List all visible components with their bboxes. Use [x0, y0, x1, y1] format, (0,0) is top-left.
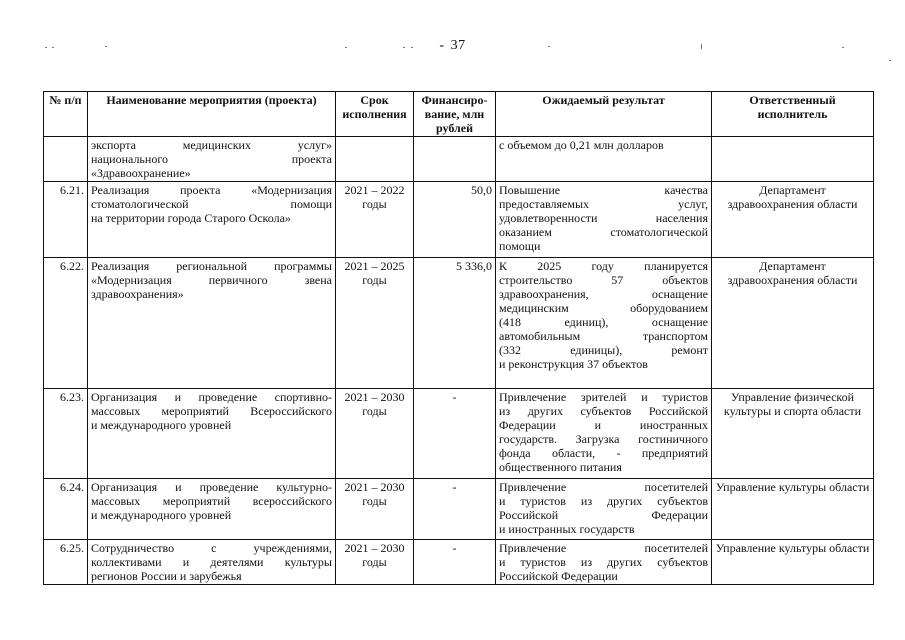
scan-speck — [403, 47, 405, 48]
page-number-value: 37 — [450, 38, 466, 53]
cell-line: массовых мероприятий всероссийского — [91, 494, 332, 508]
cell-line: (418 единиц), оснащение — [499, 315, 708, 329]
table-row — [44, 182, 874, 258]
cell-line: Повышение качества — [499, 183, 708, 197]
table-row — [44, 389, 874, 479]
cell-line: на территории города Старого Оскола» — [91, 211, 291, 225]
scan-speck — [45, 47, 47, 48]
scan-speck — [842, 47, 844, 48]
cell-line: предоставляемых услуг, — [499, 197, 708, 211]
cell-line: «Модернизация первичного звена — [91, 273, 332, 287]
table-row — [44, 479, 874, 540]
cell-line: из других субъектов Российской — [499, 404, 708, 418]
header-number: № п/п — [44, 92, 88, 137]
cell-result — [496, 540, 712, 585]
cell-line: и туристов из других субъектов — [499, 555, 708, 569]
cell-responsible: Департамент здравоохранения области — [712, 182, 874, 258]
page-number-dash: - — [439, 38, 445, 53]
cell-period: 2021 – 2030 годы — [336, 479, 414, 540]
cell-funding: 50,0 — [414, 182, 496, 258]
cell-number: 6.25. — [44, 540, 88, 585]
cell-line: Привлечение зрителей и туристов — [499, 390, 708, 404]
cell-responsible: Департамент здравоохранения области — [712, 258, 874, 389]
cell-line: с объемом до 0,21 млн долларов — [499, 138, 664, 152]
action-plan-table — [43, 91, 874, 585]
cell-funding: 5 336,0 — [414, 258, 496, 389]
cell-result — [496, 389, 712, 479]
cell-name — [88, 258, 336, 389]
cell-line: и иностранных государств — [499, 522, 635, 536]
scan-speck — [105, 46, 107, 47]
cell-period — [336, 137, 414, 182]
cell-responsible: Управление культуры области — [712, 540, 874, 585]
cell-funding — [414, 137, 496, 182]
cell-funding: - — [414, 540, 496, 585]
cell-number — [44, 137, 88, 182]
table-row — [44, 258, 874, 389]
cell-period: 2021 – 2025 годы — [336, 258, 414, 389]
cell-line: Реализация проекта «Модернизация — [91, 183, 332, 197]
cell-line: и международного уровней — [91, 508, 232, 522]
cell-line: Реализация региональной программы — [91, 259, 332, 273]
scan-speck — [411, 47, 413, 48]
cell-line: и туристов из других субъектов — [499, 494, 708, 508]
cell-line: «Здравоохранение» — [91, 166, 191, 180]
cell-line: и реконструкция 37 объектов — [499, 357, 648, 371]
cell-line: автомобильным транспортом — [499, 329, 708, 343]
cell-line: Привлечение посетителей — [499, 541, 708, 555]
cell-period: 2021 – 2022 годы — [336, 182, 414, 258]
cell-result — [496, 137, 712, 182]
cell-number: 6.23. — [44, 389, 88, 479]
cell-line: К 2025 году планируется — [499, 259, 708, 273]
cell-name — [88, 137, 336, 182]
cell-line: Привлечение посетителей — [499, 480, 708, 494]
cell-period: 2021 – 2030 годы — [336, 540, 414, 585]
cell-number: 6.24. — [44, 479, 88, 540]
scan-speck — [52, 47, 54, 48]
scan-speck — [889, 60, 891, 61]
cell-line: экспорта медицинских услуг» — [91, 138, 332, 152]
cell-result — [496, 182, 712, 258]
cell-line: коллективами и деятелями культуры — [91, 555, 332, 569]
cell-number: 6.22. — [44, 258, 88, 389]
header-funding: Финансиро-вание, млн рублей — [414, 92, 496, 137]
cell-name — [88, 479, 336, 540]
scan-speck — [701, 44, 702, 49]
cell-responsible — [712, 137, 874, 182]
cell-line: национального проекта — [91, 152, 332, 166]
cell-line: Сотрудничество с учреждениями, — [91, 541, 332, 555]
scan-speck — [548, 46, 550, 47]
cell-name — [88, 182, 336, 258]
cell-line: общественного питания — [499, 460, 622, 474]
cell-line: массовых мероприятий Всероссийского — [91, 404, 332, 418]
cell-line: удовлетворенности населения — [499, 211, 708, 225]
header-result: Ожидаемый результат — [496, 92, 712, 137]
table-row — [44, 540, 874, 585]
cell-name — [88, 389, 336, 479]
cell-line: здравоохранения» — [91, 287, 184, 301]
cell-line: медицинским оборудованием — [499, 301, 708, 315]
cell-line: (332 единицы), ремонт — [499, 343, 708, 357]
table-header-row — [44, 92, 874, 137]
cell-line: оказанием стоматологической — [499, 225, 708, 239]
cell-line: Организация и проведение культурно- — [91, 480, 332, 494]
cell-line: Российской Федерации — [499, 508, 708, 522]
cell-responsible: Управление культуры области — [712, 479, 874, 540]
cell-line: регионов России и зарубежья — [91, 569, 242, 583]
cell-line: строительство 57 объектов — [499, 273, 708, 287]
cell-result — [496, 479, 712, 540]
cell-line: Организация и проведение спортивно- — [91, 390, 332, 404]
cell-line: стоматологической помощи — [91, 197, 332, 211]
header-responsible: Ответственный исполнитель — [712, 92, 874, 137]
header-period: Срок исполнения — [336, 92, 414, 137]
cell-line: здравоохранения, оснащение — [499, 287, 708, 301]
cell-funding: - — [414, 479, 496, 540]
cell-period: 2021 – 2030 годы — [336, 389, 414, 479]
cell-line: Российской Федерации — [499, 569, 618, 583]
cell-name — [88, 540, 336, 585]
cell-responsible: Управление физической культуры и спорта области — [712, 389, 874, 479]
cell-line: помощи — [499, 239, 541, 253]
cell-result — [496, 258, 712, 389]
cell-line: фонда области, - предприятий — [499, 446, 708, 460]
page-number — [0, 38, 905, 54]
cell-number: 6.21. — [44, 182, 88, 258]
cell-line: Федерации и иностранных — [499, 418, 708, 432]
table-row — [44, 137, 874, 182]
cell-line: и международного уровней — [91, 418, 232, 432]
cell-funding: - — [414, 389, 496, 479]
header-name: Наименование мероприятия (проекта) — [88, 92, 336, 137]
cell-line: государств. Загрузка гостиничного — [499, 432, 708, 446]
scan-speck — [345, 47, 347, 48]
